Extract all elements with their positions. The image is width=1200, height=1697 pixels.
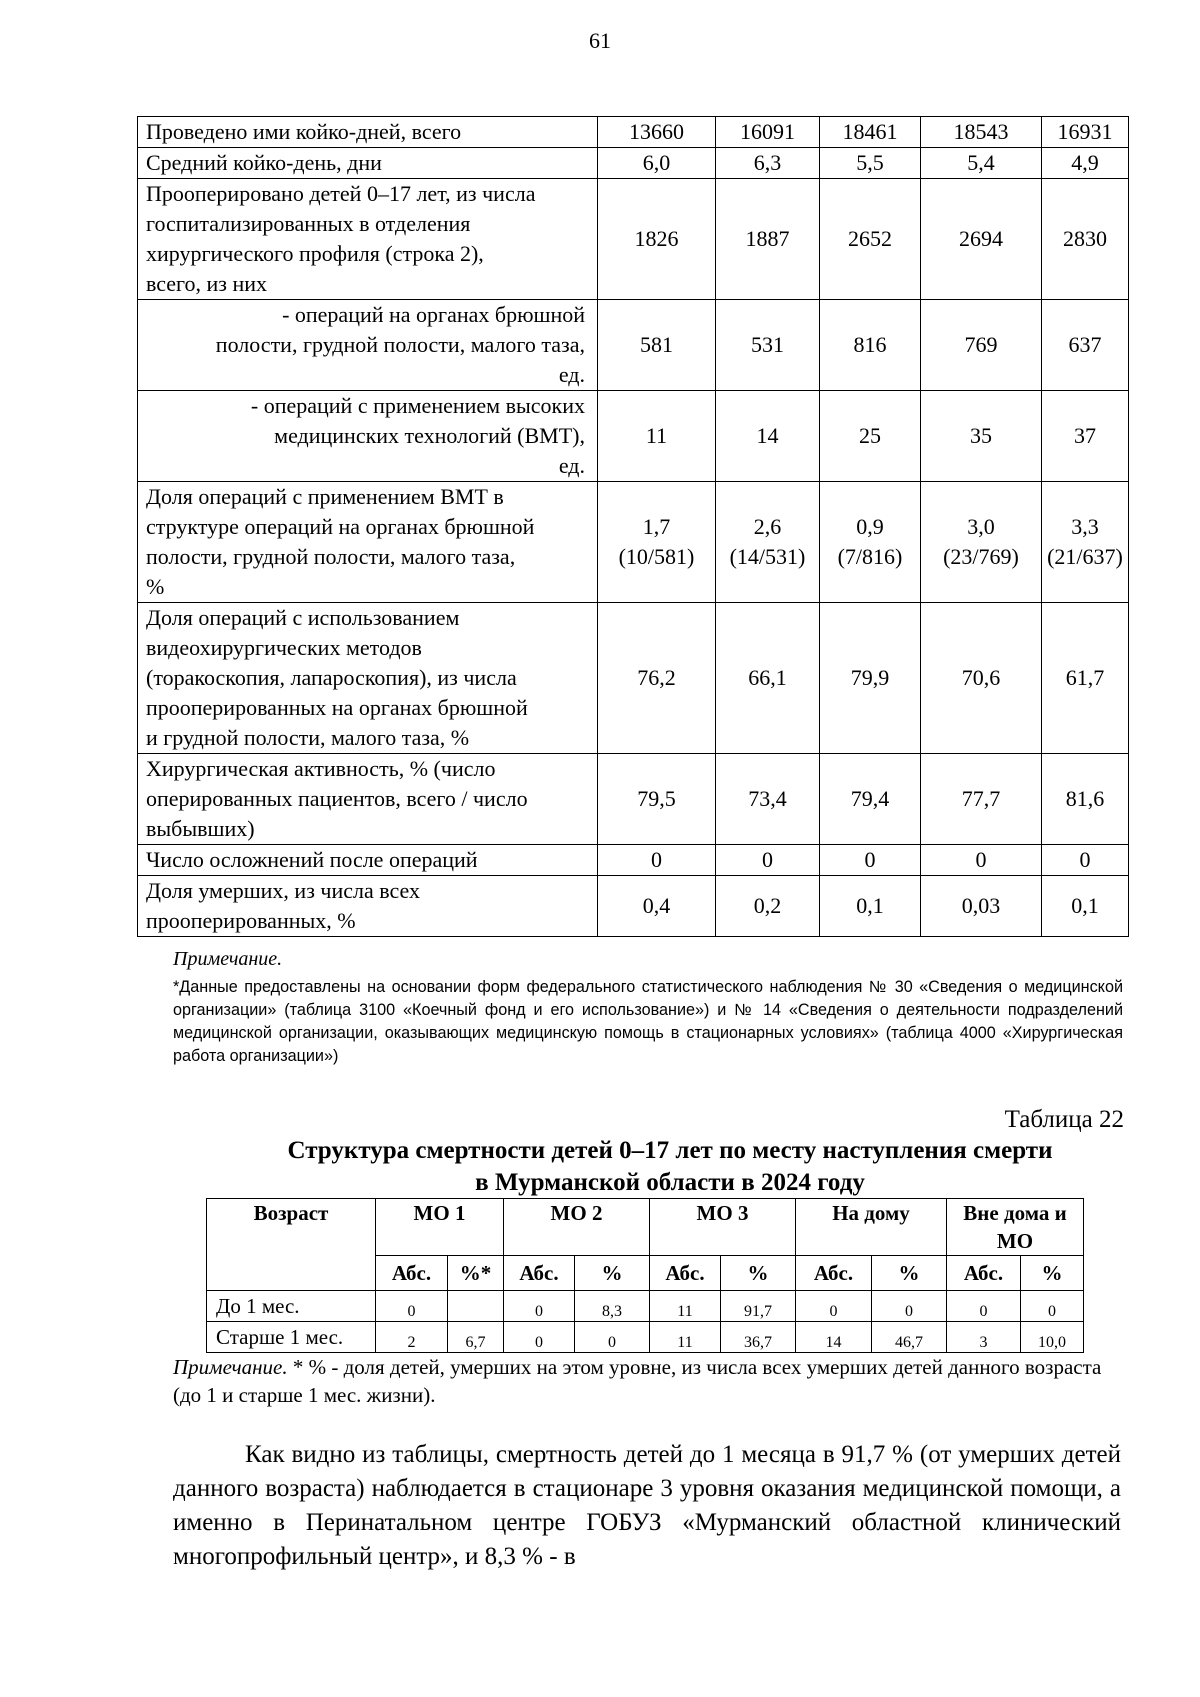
value-line: 13660 — [629, 119, 684, 144]
value-line: (14/531) — [729, 544, 806, 569]
row-label-line: медицинских технологий (ВМТ), — [274, 423, 585, 448]
table-title-line-1: Структура смертности детей 0–17 лет по месту наступления смерти — [287, 1137, 1053, 1164]
value-line: 0,1 — [1071, 893, 1099, 918]
row-label-line: оперированных пациентов, всего / число — [146, 786, 528, 811]
table-row — [138, 876, 1129, 937]
value-cell — [716, 754, 820, 845]
value-line: 581 — [640, 332, 673, 357]
value-cell: 0 — [504, 1291, 575, 1322]
row-label-line: госпитализированных в отделения — [146, 211, 471, 236]
value-cell — [716, 117, 820, 148]
row-label-line: ед. — [558, 362, 585, 387]
value-cell — [921, 603, 1042, 754]
value-cell: 8,3 — [575, 1291, 650, 1322]
value-line: 637 — [1068, 332, 1102, 357]
value-cell — [1042, 391, 1129, 482]
value-cell — [1042, 179, 1129, 300]
value-line: 5,5 — [856, 150, 884, 175]
value-line: 5,4 — [967, 150, 995, 175]
value-line: 0 — [651, 847, 662, 872]
subheader: Абс. — [504, 1256, 575, 1291]
value-line: 66,1 — [748, 665, 787, 690]
subheader: % — [575, 1256, 650, 1291]
row-label-line: Проведено ими койко-дней, всего — [146, 119, 462, 144]
subheader: % — [872, 1256, 947, 1291]
value-cell — [598, 482, 716, 603]
value-cell — [1042, 845, 1129, 876]
row-label — [138, 845, 598, 876]
note2-text: * % - доля детей, умерших на этом уровне, из числа всех умерших детей данного возраста (до 1 и старше 1 мес. жизни). — [173, 1355, 1102, 1407]
table-row — [138, 179, 1129, 300]
value-cell — [921, 117, 1042, 148]
row-label-line: - операций с применением высоких — [250, 393, 585, 418]
value-cell — [716, 179, 820, 300]
value-cell — [1042, 117, 1129, 148]
value-cell — [921, 482, 1042, 603]
value-cell: 0 — [796, 1291, 872, 1322]
value-line: 81,6 — [1065, 786, 1105, 811]
value-line: 3,0 — [967, 514, 995, 539]
value-cell — [1042, 754, 1129, 845]
value-cell — [921, 179, 1042, 300]
header-group: МО 1 — [376, 1199, 504, 1256]
value-cell — [820, 845, 921, 876]
value-line: 77,7 — [961, 786, 1001, 811]
note2 — [173, 1353, 1123, 1409]
value-cell — [820, 754, 921, 845]
value-line: 0,9 — [856, 514, 884, 539]
value-cell — [716, 482, 820, 603]
value-cell — [598, 300, 716, 391]
value-cell — [598, 754, 716, 845]
row-label-line: Доля операций с применением ВМТ в — [146, 484, 504, 509]
value-cell — [820, 391, 921, 482]
row-label-line: Доля операций с использованием — [146, 605, 460, 630]
value-cell — [716, 876, 820, 937]
header-group: Вне дома и МО — [947, 1199, 1084, 1256]
value-line: 0,4 — [642, 893, 671, 918]
table-row — [207, 1322, 1084, 1353]
row-label — [138, 391, 598, 482]
value-cell — [716, 148, 820, 179]
value-line: 16091 — [740, 119, 795, 144]
value-cell — [1042, 300, 1129, 391]
value-cell — [820, 117, 921, 148]
value-line: 0,2 — [753, 893, 782, 918]
value-line: 76,2 — [637, 665, 676, 690]
row-label — [138, 300, 598, 391]
value-cell — [598, 603, 716, 754]
header-age: Возраст — [207, 1199, 376, 1291]
row-label-line: Средний койко-день, дни — [146, 150, 382, 175]
value-line: 18461 — [842, 119, 898, 144]
row-label-line: выбывших) — [146, 816, 255, 841]
subheader: Абс. — [947, 1256, 1021, 1291]
value-line: 6,3 — [753, 150, 782, 175]
value-line: 16931 — [1057, 119, 1113, 144]
value-line: 37 — [1074, 423, 1096, 448]
row-label-line: Доля умерших, из числа всех — [146, 878, 421, 903]
age-cell: До 1 мес. — [207, 1291, 376, 1322]
value-cell — [598, 876, 716, 937]
subheader: Абс. — [650, 1256, 721, 1291]
value-cell — [598, 148, 716, 179]
row-label — [138, 876, 598, 937]
subheader: Абс. — [796, 1256, 872, 1291]
header-group: МО 2 — [504, 1199, 650, 1256]
value-cell — [716, 300, 820, 391]
value-line: 0 — [762, 847, 773, 872]
value-cell — [716, 845, 820, 876]
row-label-line: прооперированных, % — [146, 908, 356, 933]
value-line: (23/769) — [943, 544, 1019, 569]
value-line: (10/581) — [618, 544, 695, 569]
value-line: 79,5 — [637, 786, 676, 811]
subheader: %* — [448, 1256, 504, 1291]
value-line: 35 — [970, 423, 992, 448]
value-line: 0 — [975, 847, 987, 872]
value-line: 79,4 — [850, 786, 890, 811]
value-line: 61,7 — [1065, 665, 1105, 690]
value-line: 769 — [964, 332, 998, 357]
row-label-line: - операций на органах брюшной — [282, 302, 585, 327]
table-number-label: Таблица 22 — [1004, 1106, 1124, 1133]
row-label-line: ед. — [558, 453, 585, 478]
value-line: 2694 — [959, 226, 1003, 251]
value-cell: 11 — [650, 1322, 721, 1353]
value-cell: 91,7 — [721, 1291, 796, 1322]
row-label — [138, 148, 598, 179]
age-cell: Старше 1 мес. — [207, 1322, 376, 1353]
row-label — [138, 603, 598, 754]
row-label-line: и грудной полости, малого таза, % — [146, 725, 470, 750]
table-title — [230, 1135, 1110, 1199]
table-row — [138, 754, 1129, 845]
subheader: Абс. — [376, 1256, 448, 1291]
value-cell — [1042, 876, 1129, 937]
value-cell: 3 — [947, 1322, 1021, 1353]
value-line: 4,9 — [1071, 150, 1099, 175]
row-label — [138, 754, 598, 845]
row-label-line: структуре операций на органах брюшной — [146, 514, 535, 539]
value-line: (21/637) — [1047, 544, 1123, 569]
value-line: 2652 — [848, 226, 892, 251]
value-line: 531 — [751, 332, 784, 357]
value-cell: 46,7 — [872, 1322, 947, 1353]
value-cell — [448, 1291, 504, 1322]
value-line: 25 — [859, 423, 881, 448]
value-cell — [921, 148, 1042, 179]
value-cell: 10,0 — [1021, 1322, 1084, 1353]
value-cell — [1042, 603, 1129, 754]
value-cell: 36,7 — [721, 1322, 796, 1353]
value-cell — [716, 391, 820, 482]
row-label-line: Хирургическая активность, % (число — [146, 756, 496, 781]
value-line: 0,1 — [856, 893, 884, 918]
value-line: 79,9 — [850, 665, 890, 690]
value-cell — [820, 876, 921, 937]
value-cell — [820, 148, 921, 179]
header-group: МО 3 — [650, 1199, 796, 1256]
value-line: 2830 — [1063, 226, 1107, 251]
row-label-line: хирургического профиля (строка 2), — [146, 241, 484, 266]
mortality-structure-table — [206, 1198, 1084, 1353]
value-line: 1887 — [745, 226, 790, 251]
value-cell: 0 — [947, 1291, 1021, 1322]
table-row — [138, 603, 1129, 754]
table-row — [138, 117, 1129, 148]
row-label-line: Число осложнений после операций — [146, 847, 478, 872]
row-label — [138, 117, 598, 148]
row-label-line: всего, из них — [146, 271, 268, 296]
value-line: 0,03 — [961, 893, 1001, 918]
value-line: 1,7 — [642, 514, 671, 539]
row-label-line: прооперированных на органах брюшной — [146, 695, 528, 720]
row-label — [138, 179, 598, 300]
value-line: 816 — [853, 332, 887, 357]
row-label-line: полости, грудной полости, малого таза, — [215, 332, 585, 357]
value-cell: 0 — [1021, 1291, 1084, 1322]
table-row — [138, 391, 1129, 482]
value-line: 1826 — [634, 226, 679, 251]
value-cell — [716, 603, 820, 754]
row-label-line: % — [146, 574, 165, 599]
value-cell — [820, 482, 921, 603]
bed-days-surgery-table — [137, 116, 1129, 937]
subheader: % — [721, 1256, 796, 1291]
table-row — [207, 1291, 1084, 1322]
value-cell: 2 — [376, 1322, 448, 1353]
value-line: 0 — [1079, 847, 1091, 872]
row-label-line: полости, грудной полости, малого таза, — [146, 544, 516, 569]
value-cell: 0 — [504, 1322, 575, 1353]
value-cell — [1042, 482, 1129, 603]
value-cell — [820, 603, 921, 754]
value-cell — [598, 845, 716, 876]
row-label-line: Прооперировано детей 0–17 лет, из числа — [146, 181, 536, 206]
note1-title: Примечание. — [173, 948, 283, 970]
value-cell — [921, 845, 1042, 876]
table-row — [138, 482, 1129, 603]
value-line: 3,3 — [1071, 514, 1099, 539]
value-cell — [598, 391, 716, 482]
value-cell — [1042, 148, 1129, 179]
value-line: 14 — [756, 423, 779, 448]
subheader: % — [1021, 1256, 1084, 1291]
table-title-line-2: в Мурманской области в 2024 году — [475, 1169, 865, 1196]
value-line: 0 — [864, 847, 876, 872]
value-line: 18543 — [953, 119, 1009, 144]
value-cell: 0 — [376, 1291, 448, 1322]
body-paragraph: Как видно из таблицы, смертность детей до 1 месяца в 91,7 % (от умерших детей данного возраста) наблюдается в стационаре 3 уровня оказания медицинской помощи, а именно в Перинатальном центре ГОБУЗ «Мурманский областной клинический многопрофильный центр», и 8,3 % - в — [173, 1441, 1121, 1570]
header-group: На дому — [796, 1199, 947, 1256]
value-cell — [921, 300, 1042, 391]
value-line: (7/816) — [837, 544, 903, 569]
value-cell — [598, 117, 716, 148]
value-line: 73,4 — [748, 786, 787, 811]
row-label-line: видеохирургических методов — [146, 635, 422, 660]
row-label — [138, 482, 598, 603]
value-cell — [820, 179, 921, 300]
value-cell: 11 — [650, 1291, 721, 1322]
value-cell: 0 — [872, 1291, 947, 1322]
value-cell: 0 — [575, 1322, 650, 1353]
row-label-line: (торакоскопия, лапароскопия), из числа — [146, 665, 517, 690]
value-cell — [921, 754, 1042, 845]
note1-text: *Данные предоставлены на основании форм федерального статистического наблюдения № 30 «Сведения о медицинской организации» (таблица 3100 «Коечный фонд и его использование») и № 14 «Сведения о деятельности подразделений медицинской организации, оказывающих медицинскую помощь в стационарных условиях» (таблица 4000 «Хирургическая работа организации») — [173, 978, 1123, 1065]
value-cell: 14 — [796, 1322, 872, 1353]
value-cell — [921, 391, 1042, 482]
table-row — [138, 845, 1129, 876]
value-cell — [598, 179, 716, 300]
value-cell — [921, 876, 1042, 937]
value-line: 2,6 — [753, 514, 782, 539]
value-cell — [820, 300, 921, 391]
value-cell: 6,7 — [448, 1322, 504, 1353]
table-row — [138, 148, 1129, 179]
value-line: 70,6 — [961, 665, 1001, 690]
page-number: 61 — [589, 28, 611, 53]
value-line: 6,0 — [642, 150, 671, 175]
value-line: 11 — [645, 423, 668, 448]
table-row — [138, 300, 1129, 391]
note2-label: Примечание. — [173, 1355, 288, 1379]
